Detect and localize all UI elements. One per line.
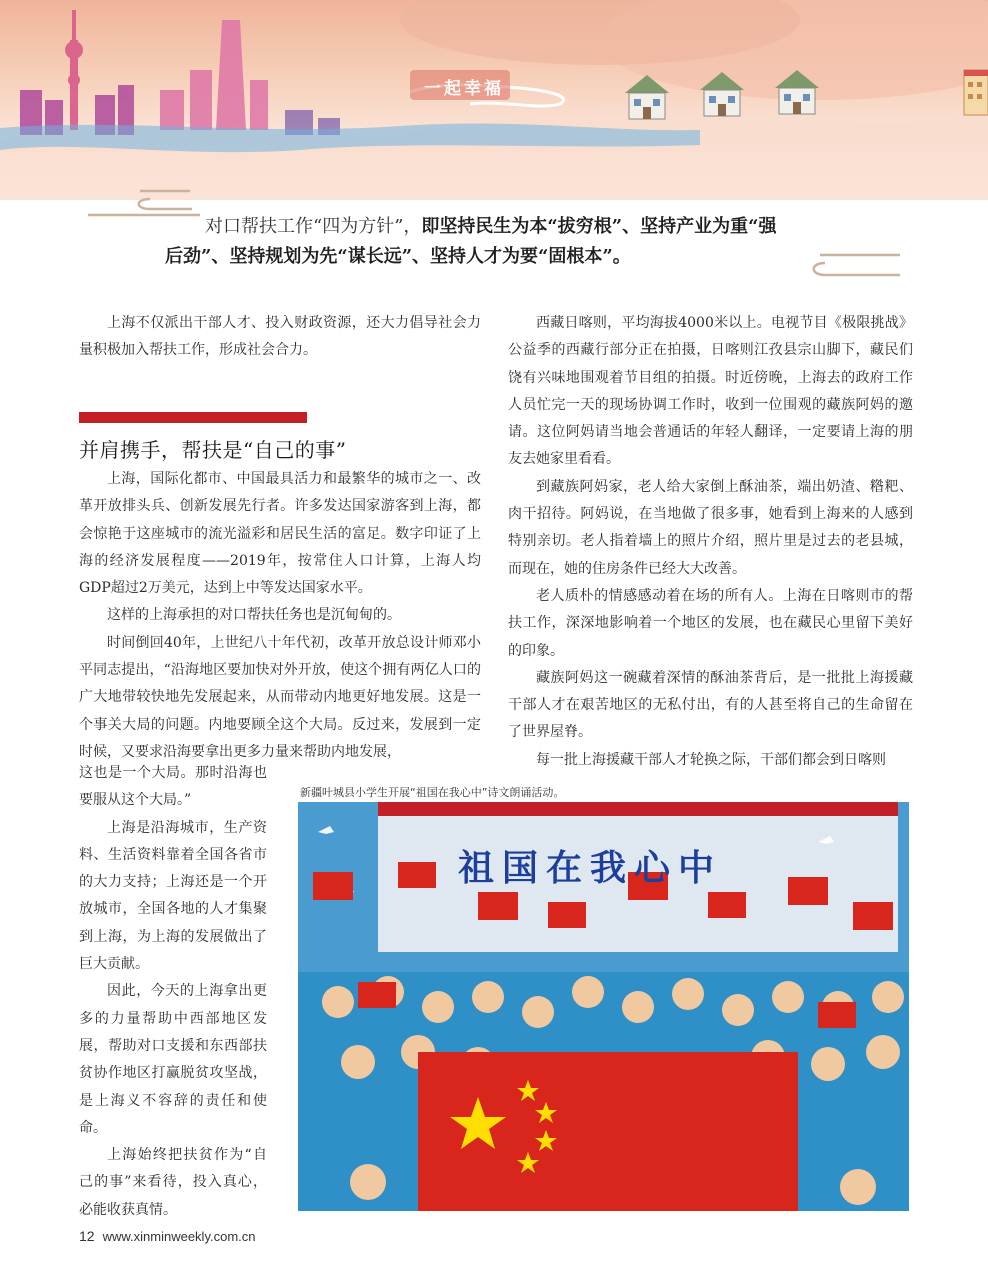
- lead-bold-line: 后劲”、坚持规划为先“谋长远”、坚持人才为要“固根本”。: [165, 246, 631, 267]
- photo: [298, 802, 909, 1211]
- paragraph: 因此，今天的上海拿出更多的力量帮助中西部地区发展，帮助对口支援和东西部扶贫协作地区打赢脱贫攻坚战，是上海义不容辞的责任和使命。: [79, 983, 267, 1136]
- lead-quote: [165, 212, 855, 272]
- lead-prefix: 对口帮扶工作“四为方针”，: [205, 216, 422, 237]
- paragraph: 藏族阿妈这一碗藏着深情的酥油茶背后，是一批批上海援藏干部人才在艰苦地区的无私付出，有的人甚至将自己的生命留在了世界屋脊。: [508, 669, 913, 741]
- paragraph: 西藏日喀则，平均海拔4000米以上。电视节目《极限挑战》公益季的西藏行部分正在拍摄，日喀则江孜县宗山脚下，藏民们饶有兴味地围观着节目组的拍摄。时近傍晚，上海去的政府工作人员忙完一天的现场协调工作时，收到一位围观的藏族阿妈的邀请。这位阿妈请当地会普通话的年轻人翻译，一定要请上海的朋友去她家里看看。: [508, 315, 913, 468]
- header-banner: [0, 0, 988, 200]
- paragraph: 上海，国际化都市、中国最具活力和最繁华的城市之一、改革开放排头兵、创新发展先行者。许多发达国家游客到上海，都会惊艳于这座城市的流光溢彩和居民生活的富足。数字印证了上海的经济发展程度——2019年，按常住人口计算，上海人均GDP超过2万美元，达到上中等发达国家水平。: [79, 471, 481, 597]
- page-number: 12: [79, 1228, 95, 1244]
- subheading-block: [79, 412, 481, 463]
- photo-banner-text: 祖国在我心中: [458, 848, 723, 889]
- paragraph: 到藏族阿妈家，老人给大家倒上酥油茶，端出奶渣、糌粑、肉干招待。阿妈说，在当地做了很多事，她看到上海来的人感到特别亲切。老人指着墙上的照片介绍，照片里是过去的老县城，而现在，她的住房条件已经大大改善。: [508, 478, 913, 577]
- accent-bar: [79, 412, 307, 423]
- left-column-body: [79, 466, 481, 766]
- page-footer: [79, 1228, 256, 1244]
- paragraph: 这样的上海承担的对口帮扶任务也是沉甸甸的。: [107, 607, 401, 624]
- paragraph: 上海始终把扶贫作为“自己的事”来看待，投入真心，必能收获真情。: [79, 1147, 267, 1218]
- photo-caption: 新疆叶城县小学生开展“祖国在我心中”诗文朗诵活动。: [300, 786, 565, 799]
- paragraph: 这也是一个大局。那时沿海也要服从这个大局。”: [79, 765, 267, 809]
- skyline-illustration: [0, 0, 988, 200]
- paragraph: 每一批上海援藏干部人才轮换之际，干部们都会到日喀则: [536, 751, 886, 768]
- paragraph: 上海是沿海城市，生产资料、生活资料靠着全国各省市的大力支持；上海还是一个开放城市，全国各地的人才集聚到上海，为上海的发展做出了巨大贡献。: [79, 819, 267, 973]
- subheading: 并肩携手，帮扶是“自己的事”: [79, 438, 347, 462]
- paragraph: 时间倒回40年，上世纪八十年代初，改革开放总设计师邓小平同志提出，“沿海地区要加快对外开放，使这个拥有两亿人口的广大地带较快地先发展起来，从而带动内地更好地发展。这是一个事关大局的问题。内地要顾全这个大局。反过来，发展到一定时候，又要求沿海要拿出更多力量来帮助内地发展，: [79, 634, 481, 760]
- lead-bold-line: 即坚持民生为本“拔穷根”、坚持产业为重“强: [421, 216, 777, 237]
- paragraph: 老人质朴的情感感动着在场的所有人。上海在日喀则市的帮扶工作，深深地影响着一个地区的发展，也在藏民心里留下美好的印象。: [508, 587, 913, 659]
- website-link[interactable]: www.xinminweekly.com.cn: [102, 1229, 256, 1244]
- right-column: [508, 310, 913, 774]
- paragraph: 上海不仅派出干部人才、投入财政资源，还大力倡导社会力量积极加入帮扶工作，形成社会合力。: [79, 315, 481, 359]
- left-column-intro: [79, 310, 481, 365]
- left-column-narrow: [79, 760, 267, 1224]
- building-icon: [964, 70, 988, 115]
- section-tag: 一起幸福: [424, 79, 504, 99]
